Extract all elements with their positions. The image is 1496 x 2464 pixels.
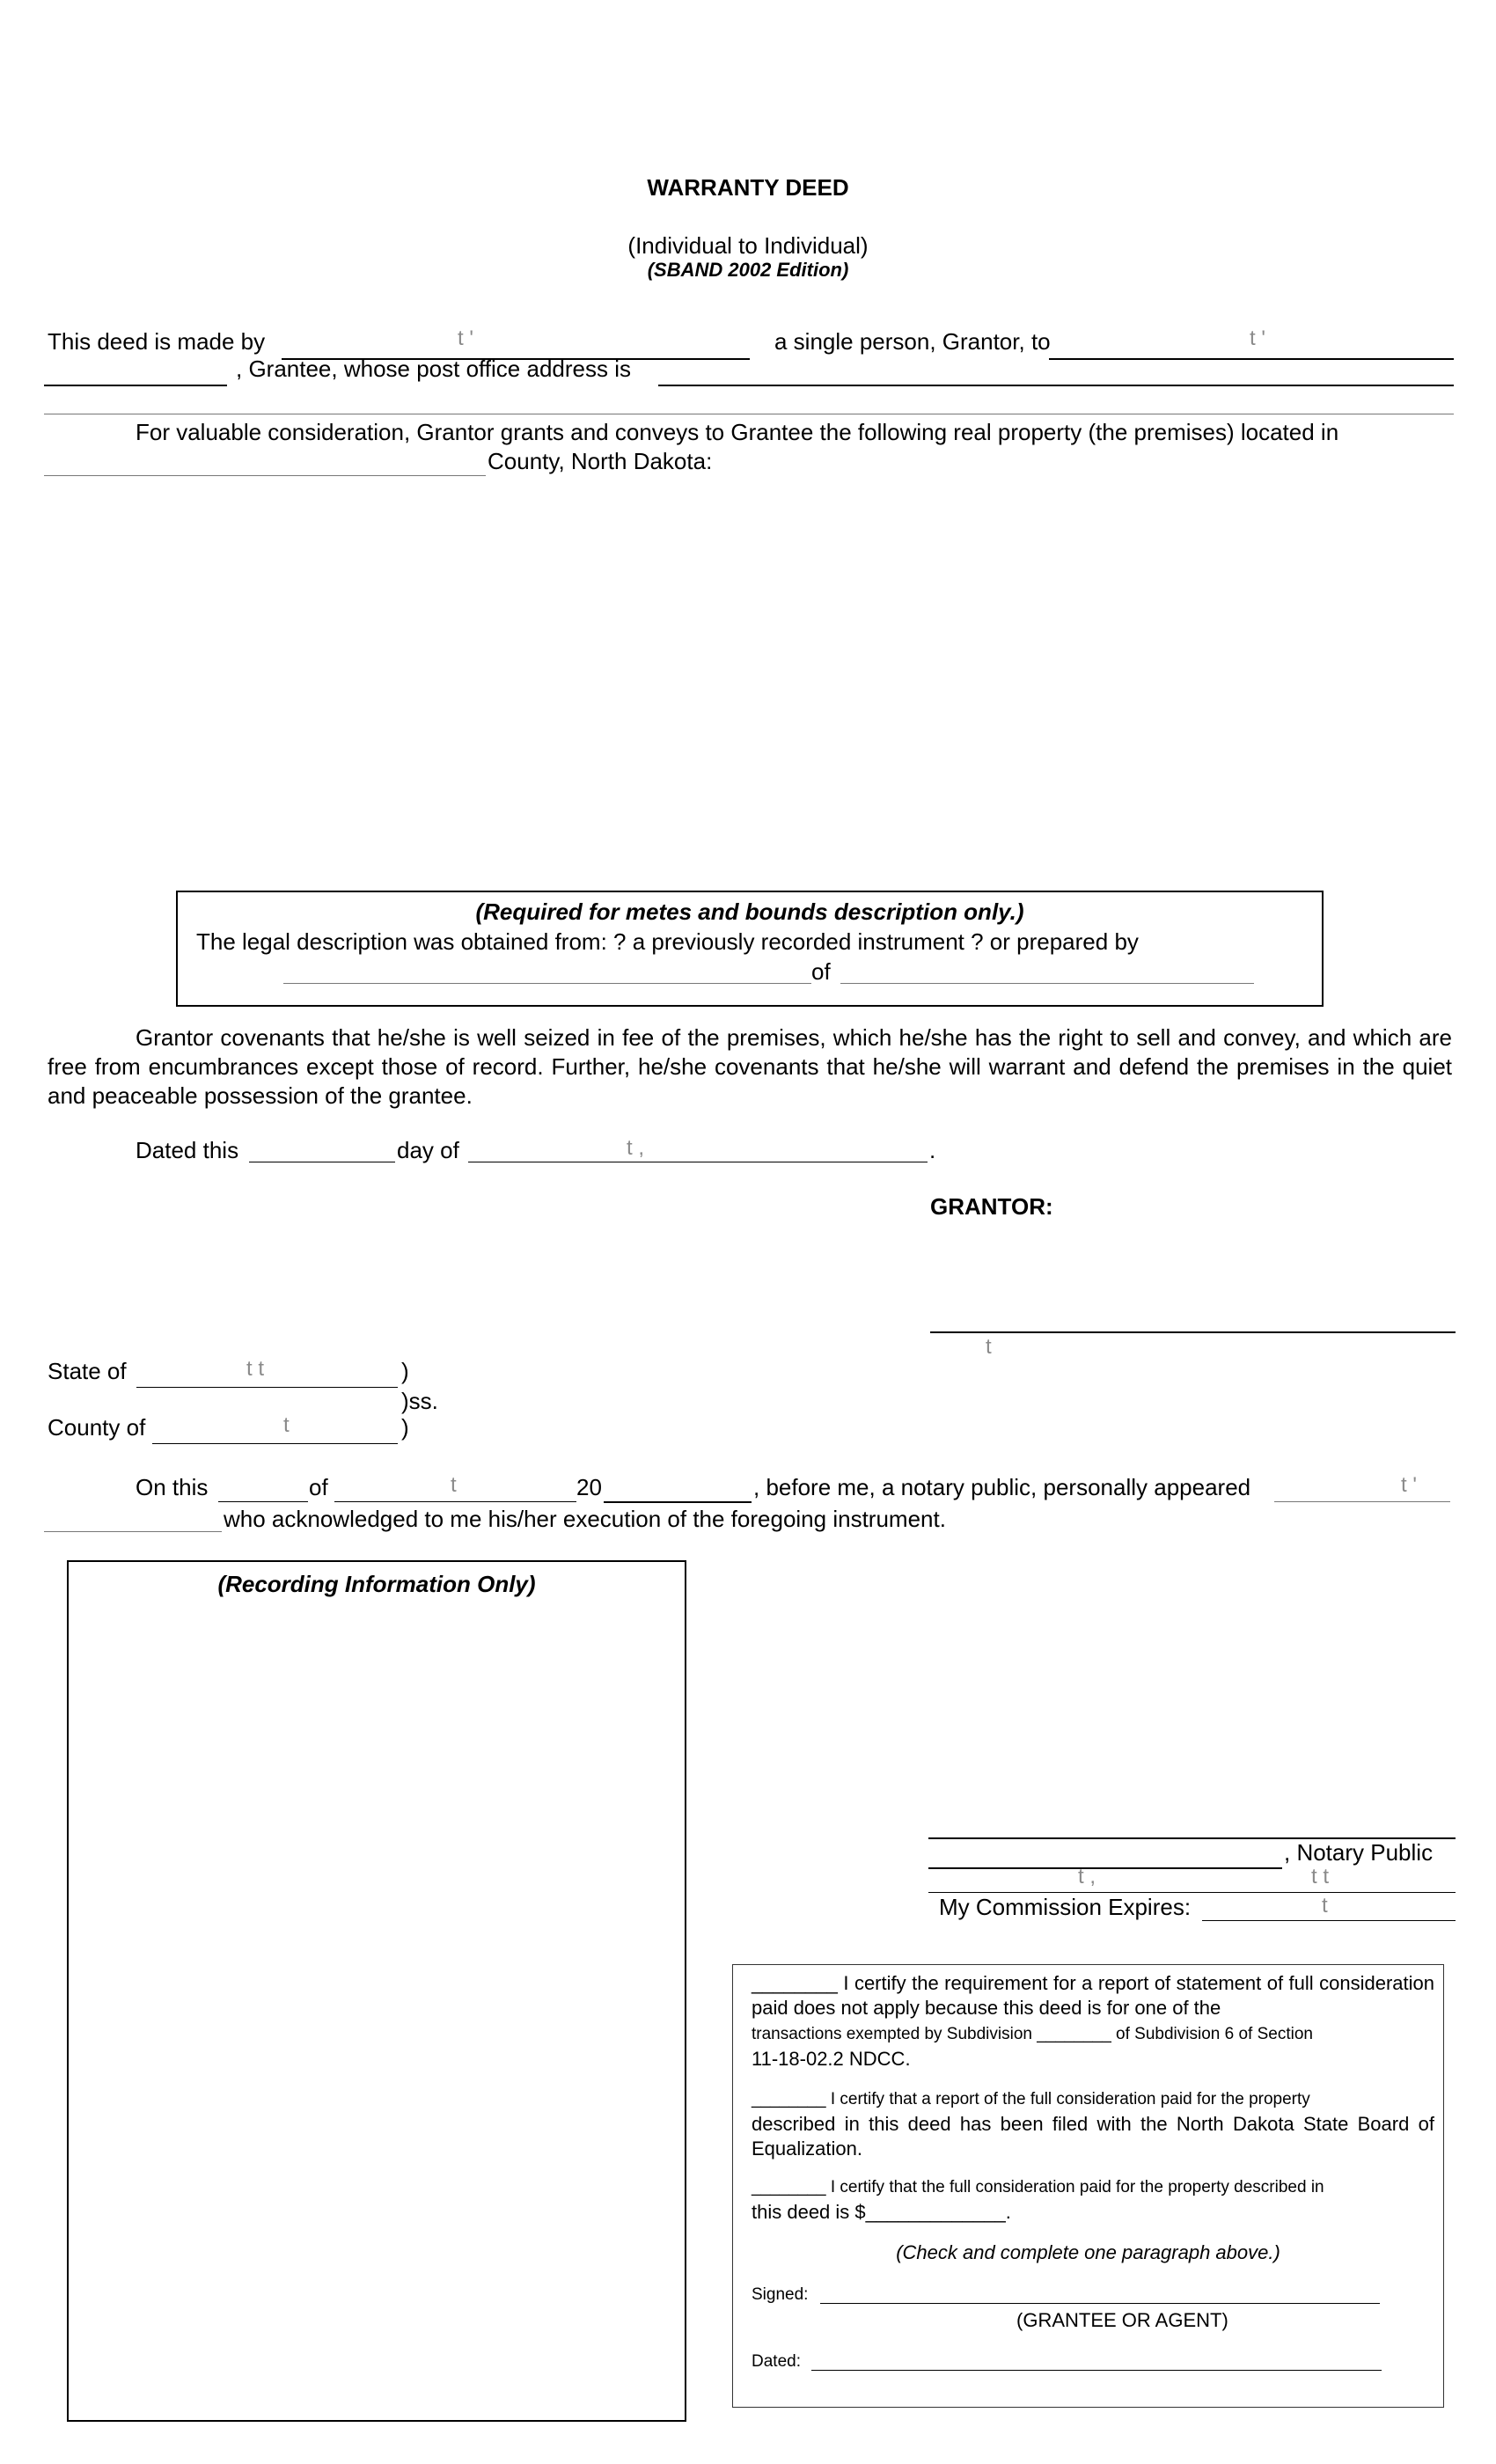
ack-year-field[interactable] — [604, 1501, 752, 1503]
grantor-label: GRANTOR: — [930, 1193, 1053, 1220]
cert-p1-b: transactions exempted by Subdivision ________ of Subdivision 6 of Section — [752, 2025, 1313, 2043]
venue-paren-1: ) — [401, 1358, 409, 1384]
county-field[interactable] — [44, 475, 486, 476]
venue-ss: )ss. — [401, 1388, 438, 1414]
conveyance-text: For valuable consideration, Grantor grants and conveys to Grantee the following real property (the premises) located in — [136, 419, 1339, 445]
dated-field-mark: t , — [627, 1136, 645, 1160]
commission-expires-field[interactable] — [1202, 1920, 1456, 1921]
grantor-signature-mark: t — [986, 1335, 992, 1359]
cert-p1-a: ________ I certify the requirement for a report of statement of full consideration paid does not apply because this deed is for one of the — [752, 1972, 1434, 2019]
notary-mark-2: t t — [1311, 1865, 1330, 1888]
cert-paragraph-1 — [752, 1971, 1434, 2072]
grantor-signature-line[interactable] — [930, 1331, 1456, 1333]
cert-p1-c: 11-18-02.2 NDCC. — [752, 2048, 911, 2070]
cert-p3-b: this deed is $_____________. — [752, 2201, 1011, 2223]
ack-month-field[interactable] — [334, 1501, 576, 1502]
venue-paren-2: ) — [401, 1414, 409, 1441]
dated-period: . — [929, 1137, 936, 1163]
state-field[interactable] — [136, 1387, 398, 1388]
edition-label: (SBAND 2002 Edition) — [647, 259, 849, 281]
appeared-name-mark: t ' — [1401, 1473, 1417, 1497]
covenant-paragraph — [48, 1023, 1452, 1111]
cert-instruction: (Check and complete one paragraph above.) — [896, 2241, 1280, 2263]
ack-twenty-label: 20 — [576, 1474, 602, 1500]
recording-info-heading: (Recording Information Only) — [217, 1571, 536, 1597]
state-of-label: State of — [48, 1358, 127, 1384]
on-this-label: On this — [136, 1474, 209, 1500]
county-field-mark: t — [283, 1413, 290, 1437]
county-nd-label: County, North Dakota: — [488, 448, 713, 474]
commission-mark: t — [1322, 1894, 1328, 1918]
grantor-field-mark: t ' — [458, 326, 473, 350]
prepared-by-address-field[interactable] — [840, 983, 1254, 984]
ack-of-label: of — [309, 1474, 328, 1500]
single-person-label: a single person, Grantor, to — [774, 328, 1051, 355]
notary-name-line[interactable] — [928, 1892, 1456, 1893]
of-label: of — [811, 958, 831, 985]
cert-p2-b: described in this deed has been filed with the North Dakota State Board of Equalization. — [752, 2113, 1434, 2160]
notary-mark-1: t , — [1078, 1865, 1096, 1888]
ack-day-field[interactable] — [218, 1501, 308, 1502]
grantee-address-field[interactable] — [658, 385, 1454, 386]
appeared-name-field[interactable] — [1274, 1501, 1450, 1502]
grantee-field-mark: t ' — [1250, 326, 1265, 350]
cert-paragraph-2 — [752, 2086, 1434, 2161]
commission-expires-label: My Commission Expires: — [939, 1894, 1192, 1920]
grantee-agent-signature-field[interactable] — [820, 2303, 1380, 2304]
state-field-mark: t t — [246, 1357, 265, 1381]
venue-county-field[interactable] — [152, 1443, 398, 1444]
grantee-name-field[interactable] — [1049, 358, 1454, 360]
cert-p3-a: ________ I certify that the full consideration paid for the property described in — [752, 2178, 1324, 2196]
grantee-agent-label: (GRANTEE OR AGENT) — [1016, 2309, 1228, 2331]
dated-this-label: Dated this — [136, 1137, 239, 1163]
covenant-text: Grantor covenants that he/she is well seized in fee of the premises, which he/she has the right to sell and convey, and which are free from encumbrances except those of record. Further, he/she covenants that he/she will warrant and defend the premises in the quiet and peaceable possession of the grantee. — [48, 1024, 1452, 1109]
metes-bounds-heading: (Required for metes and bounds description only.) — [475, 898, 1024, 925]
cert-paragraph-3 — [752, 2174, 1434, 2225]
notary-appeared-text: , before me, a notary public, personally appeared — [753, 1474, 1251, 1500]
cert-p2-a: ________ I certify that a report of the full consideration paid for the property — [752, 2090, 1310, 2108]
day-of-label: day of — [397, 1137, 459, 1163]
prepared-by-field[interactable] — [283, 983, 811, 984]
notary-signature-line[interactable] — [928, 1867, 1282, 1869]
legal-description-source: The legal description was obtained from: ? a previously recorded instrument ? or prepared by — [196, 928, 1139, 955]
notary-public-label: , Notary Public — [1284, 1839, 1434, 1866]
grantee-name-field-cont[interactable] — [44, 385, 227, 386]
deed-made-by-label: This deed is made by — [48, 328, 266, 355]
signed-label: Signed: — [752, 2285, 809, 2304]
ack-month-mark: t — [451, 1473, 457, 1497]
document-subtitle: (Individual to Individual) — [627, 232, 869, 259]
cert-dated-field[interactable] — [811, 2370, 1382, 2371]
appeared-name-field-cont[interactable] — [44, 1531, 222, 1532]
document-title: WARRANTY DEED — [647, 174, 849, 201]
cert-dated-label: Dated: — [752, 2352, 801, 2371]
recording-info-box — [67, 1560, 686, 2422]
grantee-address-label: , Grantee, whose post office address is — [236, 356, 631, 382]
county-of-label: County of — [48, 1414, 146, 1441]
acknowledged-text: who acknowledged to me his/her execution of the foregoing instrument. — [224, 1506, 946, 1532]
